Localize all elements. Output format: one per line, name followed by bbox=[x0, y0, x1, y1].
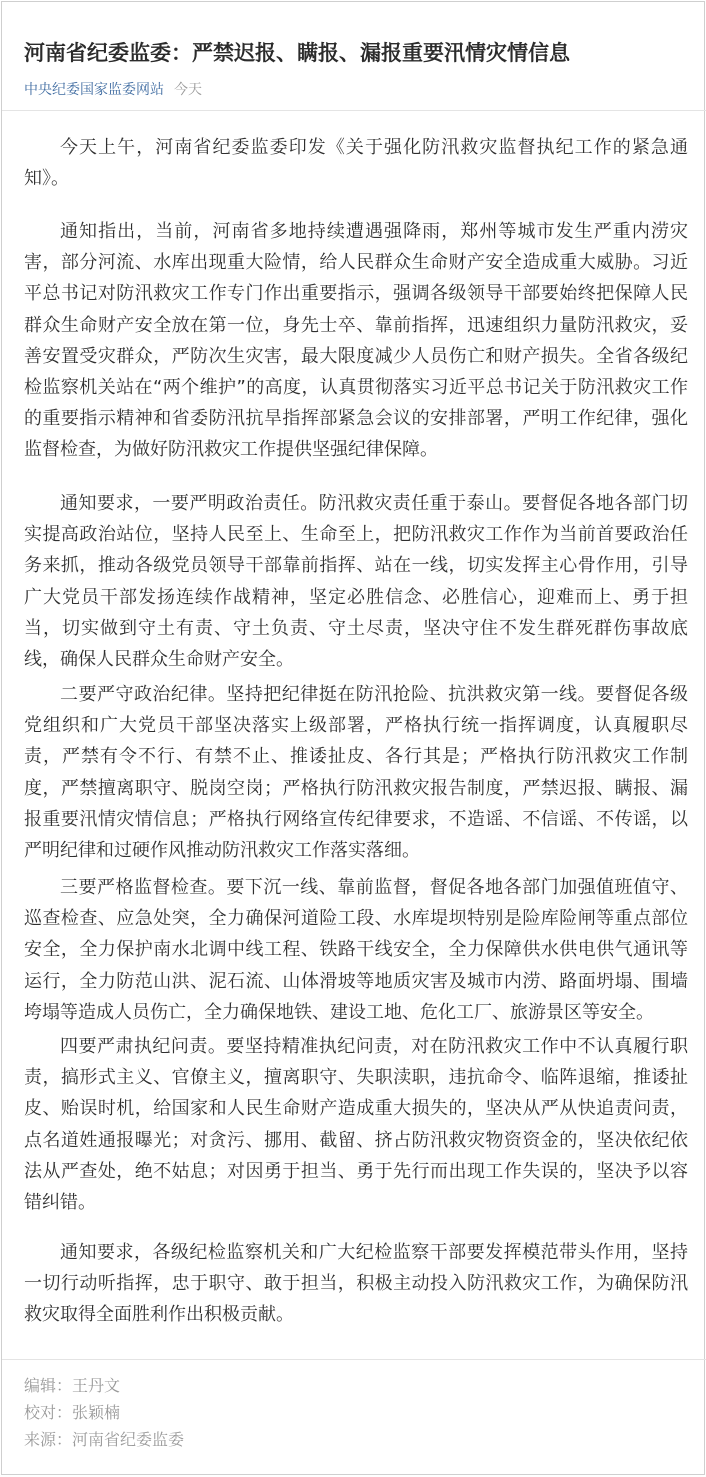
article-paragraph: 二要严守政治纪律。坚持把纪律挺在防汛抢险、抗洪救灾第一线。要督促各级党组织和广大党员干部坚决落实上级部署，严格执行统一指挥调度，认真履职尽责，严禁有令不行、有禁不止、推诿扯皮、各行其是；严格执行防汛救灾工作制度，严禁擅离职守、脱岗空岗；严格执行防汛救灾报告制度，严禁迟报、瞒报、漏报重要汛情灾情信息；严格执行网络宣传纪律要求，不造谣、不信谣、不传谣，以严明纪律和过硬作风推动防汛救灾工作落实落细。 bbox=[24, 684, 688, 862]
article-meta bbox=[24, 80, 202, 100]
article-page bbox=[1, 1, 705, 1475]
article-paragraph: 通知要求，各级纪检监察机关和广大纪检监察干部要发挥模范带头作用，坚持一切行动听指挥，忠于职守、敢于担当，积极主动投入防汛救灾工作，为确保防汛救灾取得全面胜利作出积极贡献。 bbox=[24, 1242, 688, 1326]
footer-divider bbox=[2, 1359, 706, 1360]
article-paragraph: 三要严格监督检查。要下沉一线、靠前监督，督促各地各部门加强值班值守、巡查检查、应急处突，全力确保河道险工段、水库堤坝特别是险库险闸等重点部位安全，全力保护南水北调中线工程、铁路干线安全，全力保障供水供电供气通讯等运行，全力防范山洪、泥石流、山体滑坡等地质灾害及城市内涝、路面坍塌、围墙垮塌等造成人员伤亡，全力确保地铁、建设工地、危化工厂、旅游景区等安全。 bbox=[24, 877, 688, 1023]
article-paragraph: 通知要求，一要严明政治责任。防汛救灾责任重于泰山。要督促各地各部门切实提高政治站位，坚持人民至上、生命至上，把防汛救灾工作作为当前首要政治任务来抓，推动各级党员领导干部靠前指挥、站在一线，切实发挥主心骨作用，引导广大党员干部发扬连续作战精神，坚定必胜信念、必胜信心，迎难而上、勇于担当，切实做到守土有责、守土负责、守土尽责，坚决守住不发生群死群伤事故底线，确保人民群众生命财产安全。 bbox=[24, 493, 688, 671]
article-title: 河南省纪委监委：严禁迟报、瞒报、漏报重要汛情灾情信息 bbox=[24, 41, 570, 65]
article-paragraph: 四要严肃执纪问责。要坚持精准执纪问责，对在防汛救灾工作中不认真履行职责，搞形式主义、官僚主义，擅离职守、失职渎职，违抗命令、临阵退缩，推诿扯皮、贻误时机，给国家和人民生命财产造成重大损失的，坚决从严从快追责问责，点名道姓通报曝光；对贪污、挪用、截留、挤占防汛救灾物资资金的，坚决依纪依法从严查处，绝不姑息；对因勇于担当、勇于先行而出现工作失误的，坚决予以容错纠错。 bbox=[24, 1036, 688, 1214]
article-paragraph: 今天上午，河南省纪委监委印发《关于强化防汛救灾监督执纪工作的紧急通知》。 bbox=[24, 137, 688, 190]
header-divider bbox=[2, 110, 706, 111]
proofreader-credit: 校对：张颖楠 bbox=[24, 1403, 121, 1422]
article-paragraph: 通知指出，当前，河南省多地持续遭遇强降雨，郑州等城市发生严重内涝灾害，部分河流、水库出现重大险情，给人民群众生命财产安全造成重大威胁。习近平总书记对防汛救灾工作专门作出重要指示，强调各级领导干部要始终把保障人民群众生命财产安全放在第一位，身先士卒、靠前指挥，迅速组织力量防汛救灾，妥善安置受灾群众，严防次生灾害，最大限度减少人员伤亡和财产损失。全省各级纪检监察机关站在“两个维护”的高度，认真贯彻落实习近平总书记关于防汛救灾工作的重要指示精神和省委防汛抗旱指挥部紧急会议的安排部署，严明工作纪律，强化监督检查，为做好防汛救灾工作提供坚强纪律保障。 bbox=[24, 221, 688, 461]
article-time: 今天 bbox=[174, 82, 202, 98]
source-credit: 来源：河南省纪委监委 bbox=[24, 1430, 185, 1449]
editor-credit: 编辑：王丹文 bbox=[24, 1376, 121, 1395]
article-source-link[interactable]: 中央纪委国家监委网站 bbox=[24, 82, 164, 98]
